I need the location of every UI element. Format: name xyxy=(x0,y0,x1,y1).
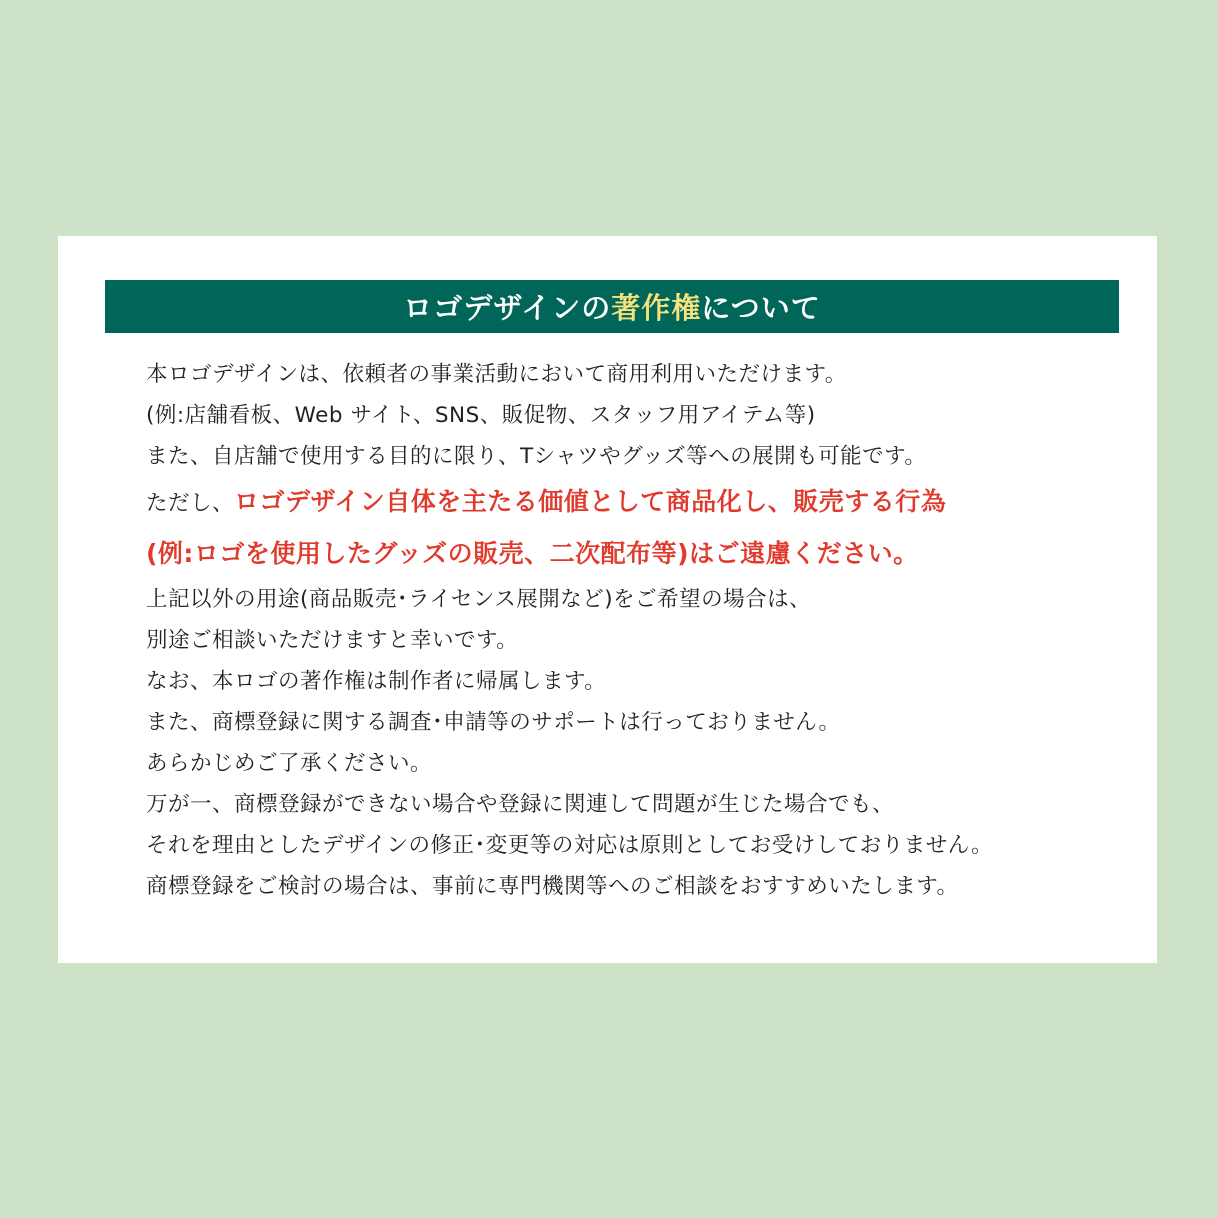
body-line-9: また、商標登録に関する調査･申請等のサポートは行っておりません。 xyxy=(146,710,841,735)
notice-card xyxy=(58,236,1157,963)
body-line-10: あらかじめご了承ください。 xyxy=(146,751,433,776)
body-line-4 xyxy=(146,477,1136,529)
notice-body xyxy=(146,354,1136,907)
body-line-2: (例:店舗看板、Web サイト、SNS、販促物、スタッフ用アイテム等) xyxy=(146,403,816,428)
title-suffix: について xyxy=(701,291,821,325)
body-line-11: 万が一、商標登録ができない場合や登録に関連して問題が生じた場合でも、 xyxy=(146,792,895,817)
body-line-6: 上記以外の用途(商品販売･ライセンス展開など)をご希望の場合は、 xyxy=(146,587,812,612)
body-line-5-warning: (例:ロゴを使用したグッズの販売、二次配布等)はご遠慮ください。 xyxy=(146,539,919,568)
body-line-12: それを理由としたデザインの修正･変更等の対応は原則としてお受けしておりません。 xyxy=(146,833,994,858)
body-line-3: また、自店舗で使用する目的に限り、Tシャツやグッズ等への展開も可能です。 xyxy=(146,444,927,469)
body-line-7: 別途ご相談いただけますと幸いです。 xyxy=(146,628,519,653)
body-line-4-prefix: ただし、 xyxy=(146,491,235,516)
title-prefix: ロゴデザインの xyxy=(403,291,612,325)
title-highlight: 著作権 xyxy=(611,291,702,325)
body-line-4-warning: ロゴデザイン自体を主たる価値として商品化し、販売する行為 xyxy=(234,487,947,516)
body-line-8: なお、本ロゴの著作権は制作者に帰属します。 xyxy=(146,669,607,694)
title-bar xyxy=(105,280,1119,333)
body-line-13: 商標登録をご検討の場合は、事前に専門機関等へのご相談をおすすめいたします。 xyxy=(146,874,959,899)
body-line-1: 本ロゴデザインは、依頼者の事業活動において商用利用いただけます。 xyxy=(146,362,847,387)
